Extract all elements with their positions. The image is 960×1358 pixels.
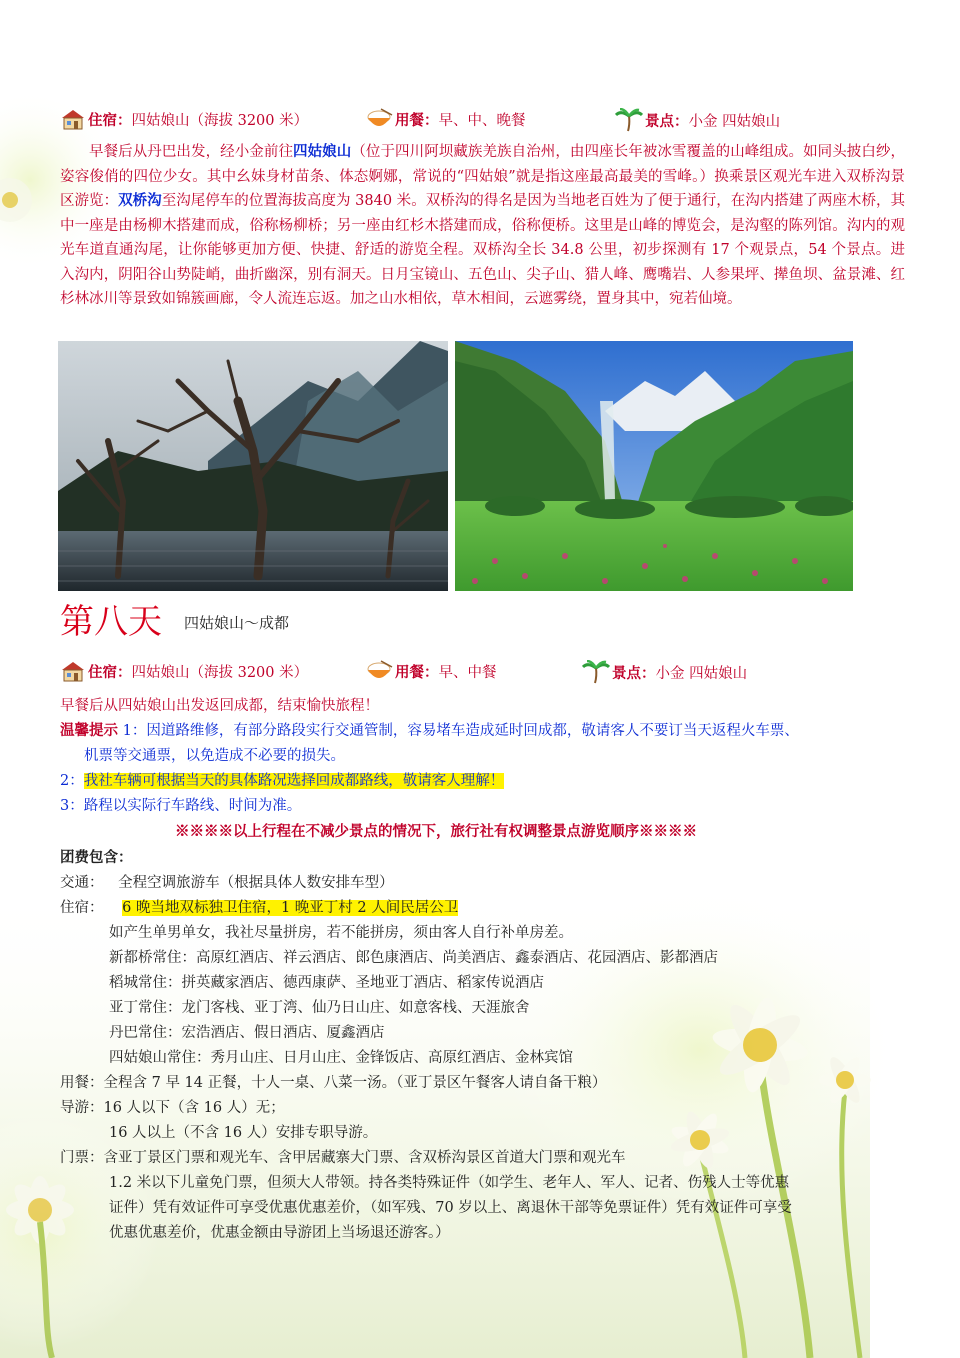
day8-summary: 早餐后从四姑娘山出发返回成都，结束愉快旅程！	[60, 698, 379, 714]
tip1-text: 1：因道路维修，有部分路段实行交通管制，容易堵车造成延时回成都，敬请客人不要订当天返程火车票、	[122, 723, 799, 739]
fees-title: 团费包含：	[60, 849, 133, 866]
day7-scenic	[615, 108, 780, 132]
day7-scenic-label: 景点：	[645, 112, 689, 130]
fees-stay	[60, 896, 458, 917]
day8-route: 四姑娘山～成都	[184, 614, 290, 632]
stay-value: 6 晚当地双标独卫住宿，1 晚亚丁村 2 人间民居公卫	[122, 900, 459, 916]
day8-info-row	[60, 660, 910, 684]
tip-label: 温馨提示	[60, 722, 118, 739]
day7-desc-part3: 至沟尾停车的位置海拔高度为 3840 米。双桥沟的得名是因为当地老百姓为了便于通行，在沟内搭建了两座木桥，其中一座是由杨柳木搭建而成，俗称杨柳桥；另一座由红杉木搭建而成，俗称便桥。这里是山峰的博览会，是沟壑的陈列馆。沟内的观光车道直通沟尾，让你能够更加方便、快捷、舒适的游览全程。双桥沟全长 34.8 公里，初步探测有 17 个观景点，54 个景点。进入沟内，阴阳谷山势陡峭，曲折幽深，别有洞天。日月宝镜山、五色山、尖子山、猎人峰、鹰嘴岩、人参果坪、撵鱼坝、盆景滩、红杉林冰川等景致如锦簇画廊，令人流连忘返。加之山水相依，草木相间，云遮雾绕，置身其中，宛若仙境。	[60, 193, 906, 307]
rice-bowl-icon	[365, 660, 393, 682]
tip3: 3：路程以实际行车路线、时间为准。	[60, 798, 302, 814]
meal-value: 全程含 7 早 14 正餐，十人一桌、八菜一汤。（亚丁景区午餐客人请自备干粮）	[103, 1075, 607, 1091]
fees-ticket	[60, 1146, 626, 1167]
ticket-label: 门票：	[60, 1150, 104, 1166]
day7-stay	[60, 108, 308, 130]
shuangqiaogou-keyword: 双桥沟	[118, 192, 162, 209]
tip1-line2: 机票等交通票，以免造成不必要的损失。	[84, 748, 345, 764]
ticket-value: 含亚丁景区门票和观光车、含甲居藏寨大门票、含双桥沟景区首道大门票和观光车	[103, 1150, 626, 1166]
guide-value-2: 16 人以上（不含 16 人）安排专职导游。	[109, 1125, 378, 1141]
photo-valley-meadow	[455, 341, 853, 591]
stay-line-4: 丹巴常住：宏浩酒店、假日酒店、厦鑫酒店	[109, 1025, 385, 1041]
house-icon	[60, 660, 86, 682]
day7-desc-part2: （位于四川阿坝藏族羌族自治州，由四座长年被冰雪覆盖的山峰组成。如同头披白纱，姿容俊俏的四位少女。其中幺妹身材苗条、体态婀娜，常说的“四姑娘”就是指这座最高最美的雪峰。）换乘景区观光车进入双桥沟景区游览：	[60, 144, 906, 209]
transport-label: 交通：	[60, 875, 104, 891]
day7-description	[60, 140, 905, 312]
day8-scenic-value: 小金 四姑娘山	[655, 665, 748, 682]
stay-line-0: 如产生单男单女，我社尽量拼房，若不能拼房，须由客人自行补单房差。	[109, 925, 573, 941]
tip2-text: 我社车辆可根据当天的具体路况选择回成都路线，敬请客人理解！	[83, 773, 505, 789]
day8-stay-label: 住宿：	[88, 663, 132, 681]
ticket-line-0: 1.2 米以下儿童免门票，但须大人带领。持各类特殊证件（如学生、老年人、军人、记者、伤残人士等优惠	[109, 1175, 790, 1191]
photo-dead-trees-lake	[58, 341, 448, 591]
tip2-number: 2：	[60, 773, 84, 789]
fees-transport	[60, 871, 394, 892]
stay-line-2: 稻城常住：拼英藏家酒店、德西康萨、圣地亚丁酒店、稻家传说酒店	[109, 975, 544, 991]
palm-tree-icon	[615, 108, 643, 132]
stay-label: 住宿：	[60, 900, 104, 916]
day8-meal	[365, 660, 497, 682]
tip2	[60, 769, 504, 790]
guide-value-1: 16 人以下（含 16 人）无；	[103, 1100, 285, 1116]
stay-line-5: 四姑娘山常住：秀月山庄、日月山庄、金锋饭店、高原红酒店、金林宾馆	[109, 1050, 573, 1066]
day8-stay	[60, 660, 308, 682]
day7-info-row	[60, 108, 910, 132]
day8-stay-value: 四姑娘山（海拔 3200 米）	[131, 664, 309, 681]
day7-scenic-value: 小金 四姑娘山	[688, 113, 781, 130]
stay-line-3: 亚丁常住：龙门客栈、亚丁湾、仙乃日山庄、如意客栈、天涯旅舍	[109, 1000, 530, 1016]
day8-meal-value: 早、中餐	[438, 664, 497, 681]
house-icon	[60, 108, 86, 130]
rice-bowl-icon	[365, 108, 393, 130]
itinerary-notice: ※※※※以上行程在不减少景点的情况下，旅行社有权调整景点游览顺序※※※※	[175, 823, 697, 840]
day8-scenic-label: 景点：	[612, 664, 656, 682]
tip1-line1	[60, 719, 799, 740]
siguniang-keyword: 四姑娘山	[293, 143, 352, 160]
day7-stay-label: 住宿：	[88, 111, 132, 129]
fees-guide	[60, 1096, 285, 1117]
transport-value: 全程空调旅游车（根据具体人数安排车型）	[118, 875, 394, 891]
day8-meal-label: 用餐：	[395, 663, 439, 681]
guide-label: 导游：	[60, 1100, 104, 1116]
day8-title: 第八天	[60, 602, 162, 642]
ticket-line-1: 证件）凭有效证件可享受优惠优惠差价，（如军残、70 岁以上、离退休干部等免票证件）凭有效证件可享受	[109, 1200, 792, 1216]
day7-desc-part1: 早餐后从丹巴出发，经小金前往	[89, 144, 294, 160]
ticket-line-2: 优惠优惠差价，优惠金额由导游团上当场退还游客。）	[109, 1225, 450, 1241]
stay-line-1: 新都桥常住：高原红酒店、祥云酒店、郎色康酒店、尚美酒店、鑫泰酒店、花园酒店、影都酒店	[109, 950, 718, 966]
meal-label: 用餐：	[60, 1075, 104, 1091]
fees-meal	[60, 1071, 606, 1092]
day7-stay-value: 四姑娘山（海拔 3200 米）	[131, 112, 309, 129]
day7-meal	[365, 108, 526, 130]
day7-meal-label: 用餐：	[395, 111, 439, 129]
day8-scenic	[582, 660, 747, 684]
palm-tree-icon	[582, 660, 610, 684]
day7-meal-value: 早、中、晚餐	[438, 112, 526, 129]
